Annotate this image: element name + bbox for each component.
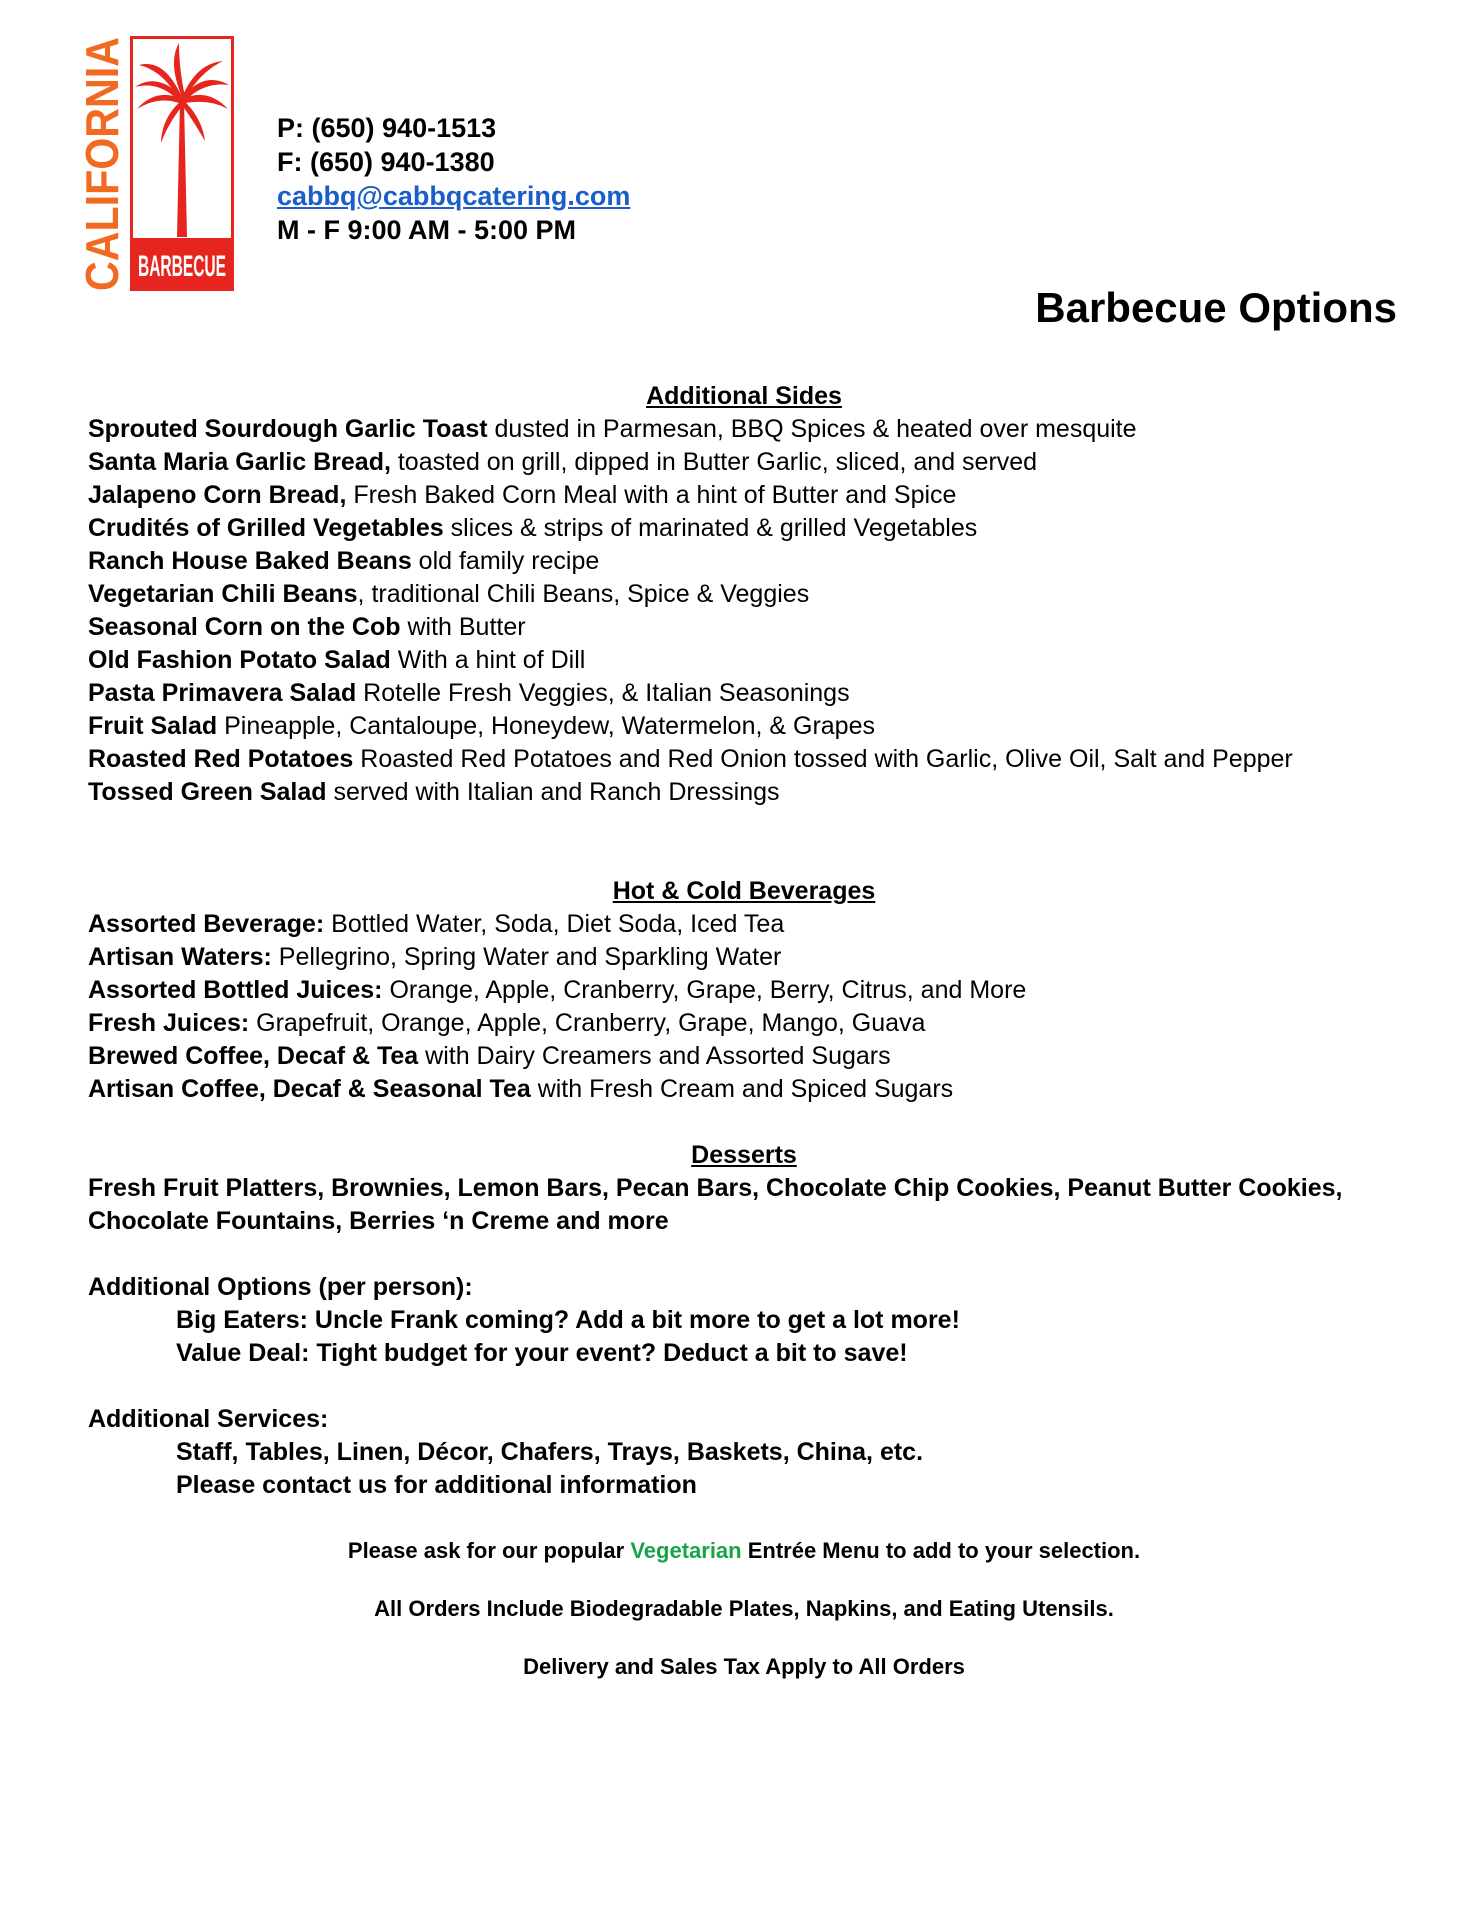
side-item-description: Rotelle Fresh Veggies, & Italian Seasonings bbox=[356, 679, 850, 707]
footer-notes bbox=[88, 1536, 1400, 1710]
side-item bbox=[88, 446, 1400, 479]
side-item-description: served with Italian and Ranch Dressings bbox=[326, 778, 780, 806]
vegetarian-note bbox=[88, 1536, 1400, 1566]
side-item-name: Seasonal Corn on the Cob bbox=[88, 613, 401, 641]
beverage-item-name: Assorted Bottled Juices: bbox=[88, 976, 383, 1004]
side-item-description: Roasted Red Potatoes and Red Onion tossed with Garlic, Olive Oil, Salt and Pepper bbox=[353, 745, 1293, 773]
services-list bbox=[88, 1436, 1400, 1502]
side-item-description: old family recipe bbox=[411, 547, 600, 575]
side-item-description: dusted in Parmesan, BBQ Spices & heated over mesquite bbox=[487, 415, 1137, 443]
tax-note: Delivery and Sales Tax Apply to All Orders bbox=[523, 1654, 965, 1679]
email-link[interactable]: cabbq@cabbqcatering.com bbox=[277, 181, 631, 211]
beverage-item-description: Orange, Apple, Cranberry, Grape, Berry, Citrus, and More bbox=[382, 976, 1027, 1004]
beverage-item-description: with Fresh Cream and Spiced Sugars bbox=[530, 1075, 954, 1103]
side-item bbox=[88, 743, 1400, 776]
side-item bbox=[88, 677, 1400, 710]
beverages-list bbox=[88, 908, 1400, 1106]
side-item-name: Vegetarian Chili Beans bbox=[88, 580, 358, 608]
service-item-contact: Please contact us for additional information bbox=[176, 1471, 697, 1499]
beverage-item bbox=[88, 1007, 1400, 1040]
logo-barbecue-banner bbox=[133, 238, 231, 288]
logo-california-text: CALIFORNIA bbox=[76, 7, 128, 291]
business-hours: M - F 9:00 AM - 5:00 PM bbox=[277, 215, 577, 245]
side-item bbox=[88, 479, 1400, 512]
option-item-big-eaters: Big Eaters: Uncle Frank coming? Add a bit more to get a lot more! bbox=[176, 1306, 960, 1334]
service-item-rentals: Staff, Tables, Linen, Décor, Chafers, Trays, Baskets, China, etc. bbox=[176, 1438, 924, 1466]
option-item-value-deal: Value Deal: Tight budget for your event? Deduct a bit to save! bbox=[176, 1339, 908, 1367]
side-item-description: toasted on grill, dipped in Butter Garlic, sliced, and served bbox=[390, 448, 1038, 476]
vegetarian-link-text: Vegetarian bbox=[630, 1538, 742, 1563]
side-item-name: Sprouted Sourdough Garlic Toast bbox=[88, 415, 488, 443]
beverage-item-name: Fresh Juices: bbox=[88, 1009, 250, 1037]
side-item-description: Pineapple, Cantaloupe, Honeydew, Watermelon, & Grapes bbox=[217, 712, 875, 740]
contact-info bbox=[277, 111, 630, 247]
side-item-name: Jalapeno Corn Bread, bbox=[88, 481, 347, 509]
side-item-name: Crudités of Grilled Vegetables bbox=[88, 514, 444, 542]
page-title: Barbecue Options bbox=[1035, 284, 1397, 331]
vegetarian-note-suffix: Entrée Menu to add to your selection. bbox=[741, 1538, 1141, 1563]
side-item-name: Roasted Red Potatoes bbox=[88, 745, 354, 773]
side-item bbox=[88, 578, 1400, 611]
options-heading: Additional Options (per person): bbox=[88, 1273, 473, 1301]
beverage-item bbox=[88, 941, 1400, 974]
beverage-item-name: Brewed Coffee, Decaf & Tea bbox=[88, 1042, 419, 1070]
beverage-item-description: Pellegrino, Spring Water and Sparkling Water bbox=[271, 943, 782, 971]
desserts-text: Fresh Fruit Platters, Brownies, Lemon Bars, Pecan Bars, Chocolate Chip Cookies, Peanut Butter Cookies, Chocolate Fountains, Berries ‘n Creme and more bbox=[88, 1174, 1343, 1235]
sides-list bbox=[88, 413, 1400, 809]
beverage-item bbox=[88, 1073, 1400, 1106]
beverage-item-description: Bottled Water, Soda, Diet Soda, Iced Tea bbox=[324, 910, 785, 938]
logo-barbecue-text: BARBECUE bbox=[138, 250, 226, 283]
side-item-name: Old Fashion Potato Salad bbox=[88, 646, 391, 674]
beverage-item bbox=[88, 974, 1400, 1007]
beverage-item-description: with Dairy Creamers and Assorted Sugars bbox=[418, 1042, 891, 1070]
logo-box bbox=[130, 36, 234, 291]
california-barbecue-logo bbox=[76, 7, 240, 295]
side-item bbox=[88, 512, 1400, 545]
side-item bbox=[88, 710, 1400, 743]
side-item bbox=[88, 644, 1400, 677]
side-item-description: with Butter bbox=[400, 613, 526, 641]
logo-california-wordmark bbox=[76, 7, 128, 295]
beverage-item-description: Grapefruit, Orange, Apple, Cranberry, Grape, Mango, Guava bbox=[249, 1009, 926, 1037]
palm-tree-icon bbox=[133, 39, 231, 239]
side-item-description: Fresh Baked Corn Meal with a hint of Butter and Spice bbox=[346, 481, 957, 509]
beverages-heading: Hot & Cold Beverages bbox=[612, 877, 876, 905]
side-item bbox=[88, 611, 1400, 644]
beverage-item-name: Artisan Waters: bbox=[88, 943, 272, 971]
sides-heading: Additional Sides bbox=[646, 382, 842, 410]
side-item bbox=[88, 545, 1400, 578]
beverage-item bbox=[88, 1040, 1400, 1073]
side-item-name: Ranch House Baked Beans bbox=[88, 547, 412, 575]
menu-content bbox=[88, 380, 1400, 1502]
side-item-name: Pasta Primavera Salad bbox=[88, 679, 357, 707]
side-item-name: Fruit Salad bbox=[88, 712, 218, 740]
side-item-description: With a hint of Dill bbox=[390, 646, 586, 674]
vegetarian-note-prefix: Please ask for our popular bbox=[347, 1538, 631, 1563]
plates-note: All Orders Include Biodegradable Plates, Napkins, and Eating Utensils. bbox=[374, 1596, 1114, 1621]
side-item bbox=[88, 776, 1400, 809]
services-heading: Additional Services: bbox=[88, 1405, 329, 1433]
beverage-item bbox=[88, 908, 1400, 941]
side-item-name: Tossed Green Salad bbox=[88, 778, 327, 806]
phone-number: P: (650) 940-1513 bbox=[277, 113, 497, 143]
desserts-heading: Desserts bbox=[691, 1141, 797, 1169]
beverage-item-name: Assorted Beverage: bbox=[88, 910, 325, 938]
side-item-name: Santa Maria Garlic Bread, bbox=[88, 448, 391, 476]
options-list bbox=[88, 1304, 1400, 1370]
fax-number: F: (650) 940-1380 bbox=[277, 147, 495, 177]
side-item-description: , traditional Chili Beans, Spice & Veggies bbox=[357, 580, 810, 608]
side-item-description: slices & strips of marinated & grilled Vegetables bbox=[443, 514, 978, 542]
beverage-item-name: Artisan Coffee, Decaf & Seasonal Tea bbox=[88, 1075, 531, 1103]
side-item bbox=[88, 413, 1400, 446]
